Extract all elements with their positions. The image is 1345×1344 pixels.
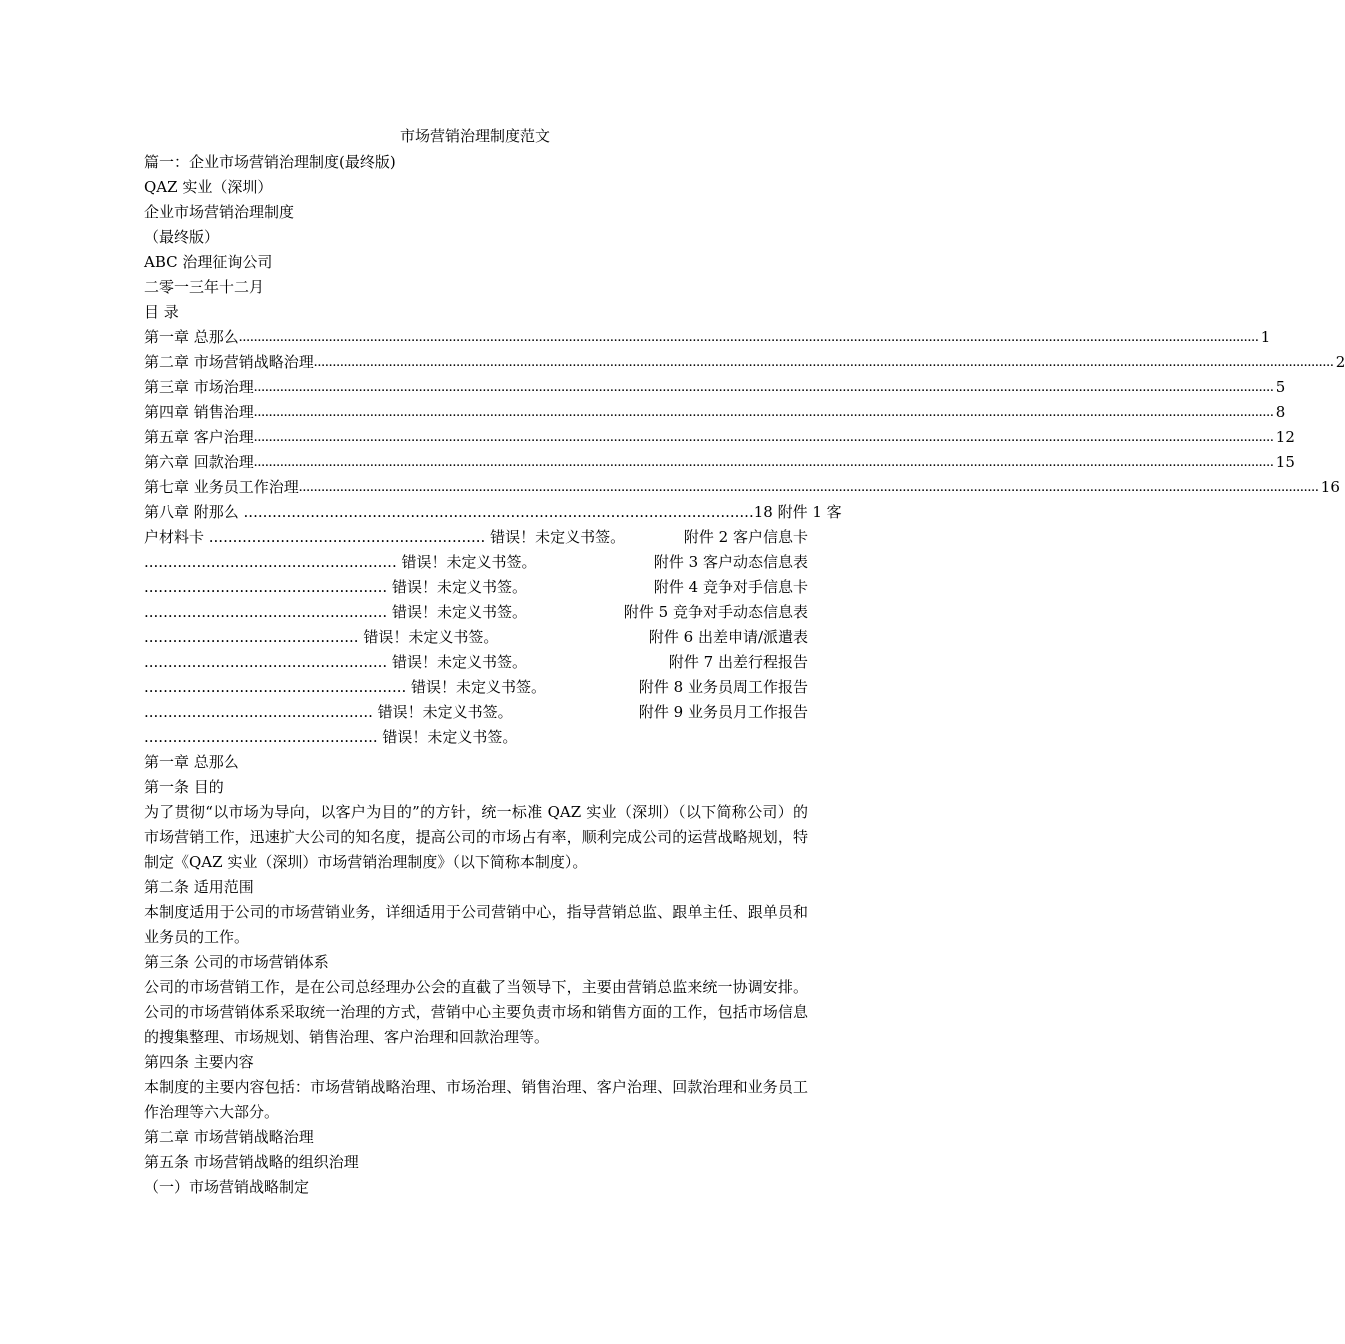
toc-entry-label: 第二章 市场营销战略治理 [144,353,314,371]
toc-appendix-text: ................................................... 错误！未定义书签。 [144,653,527,671]
header-line: ABC 治理征询公司 [144,253,273,271]
paragraph: 本制度适用于公司的市场营销业务，详细适用于公司营销中心，指导营销总监、跟单主任、跟单员和业务员的工作。 [144,903,808,946]
toc-appendix-text: 第八章 附那么 ........................................................................................................... [144,503,754,521]
toc-entry-label: 第四章 销售治理 [144,403,254,421]
toc-appendix-line[interactable] [144,700,808,725]
header-line: QAZ 实业（深圳） [144,178,273,196]
toc-appendix-last[interactable]: ................................................. 错误！未定义书签。 [144,728,518,746]
toc-entry[interactable] [144,400,1286,425]
toc-appendix-text: ................................................... 错误！未定义书签。 [144,603,527,621]
article-heading: 第一条 目的 [144,778,224,796]
toc-entry-label: 第七章 业务员工作治理 [144,478,299,496]
toc-appendix-line[interactable] [144,525,808,550]
toc-appendix-text: 户材料卡 .......................................................... 错误！未定义书签。 [144,528,626,546]
toc-entry-label: 第三章 市场治理 [144,378,254,396]
article-heading: 第五条 市场营销战略的组织治理 [144,1153,359,1171]
toc-entry-page: 2 [1335,353,1345,371]
toc-appendix-line[interactable] [144,575,808,600]
toc-appendix-line[interactable] [144,500,842,525]
document-title: 市场营销治理制度范文 [399,127,550,145]
paragraph: 本制度的主要内容包括：市场营销战略治理、市场治理、销售治理、客户治理、回款治理和业务员工作治理等六大部分。 [144,1078,808,1121]
toc-entry-label: 第六章 回款治理 [144,453,254,471]
toc-appendix-next: 附件 4 竞争对手信息卡 [653,578,808,596]
toc-appendix-next: 附件 3 客户动态信息表 [653,553,808,571]
body-text [144,750,808,1200]
toc-leader [254,375,1274,400]
toc-heading: 目 录 [144,303,179,321]
toc-entry-page: 12 [1275,428,1295,446]
toc-appendix-line[interactable] [144,625,808,650]
header-line: 二零一三年十二月 [144,278,265,296]
toc-appendix-next: 附件 8 业务员周工作报告 [638,678,808,696]
toc-appendix-next: 附件 5 竞争对手动态信息表 [623,603,808,621]
header-block [144,150,808,325]
header-line: 篇一：企业市场营销治理制度(最终版) [144,153,396,171]
header-line: 企业市场营销治理制度 [144,203,295,221]
toc-entry-page: 1 [1260,328,1271,346]
toc-appendix-text: ................................................... 错误！未定义书签。 [144,578,527,596]
toc-entry[interactable] [144,375,1286,400]
toc-entry[interactable] [144,450,1295,475]
article-heading: 第三条 公司的市场营销体系 [144,953,329,971]
toc-appendix-next: 附件 2 客户信息卡 [683,528,808,546]
toc-entry-page: 16 [1320,478,1340,496]
toc-entry[interactable] [144,475,1340,500]
toc-appendix-line[interactable] [144,600,808,625]
document-body [144,150,1345,1200]
toc-leader [239,325,1259,350]
toc-leader [254,400,1274,425]
paragraph: 为了贯彻“以市场为导向，以客户为目的”的方针，统一标准 QAZ 实业（深圳）（以下简称公司）的市场营销工作，迅速扩大公司的知名度，提高公司的市场占有率，顺利完成公司的运营战略规划，特制定《QAZ 实业（深圳）市场营销治理制度》（以下简称本制度）。 [144,803,808,871]
table-of-contents [144,325,1345,750]
toc-appendix-line[interactable] [144,550,808,575]
section-heading: （一）市场营销战略制定 [144,1178,310,1196]
toc-appendix-text: ....................................................... 错误！未定义书签。 [144,678,547,696]
toc-leader [254,425,1274,450]
toc-entry-label: 第一章 总那么 [144,328,239,346]
header-line: （最终版） [144,228,220,246]
toc-entry-page: 15 [1275,453,1295,471]
paragraph: 公司的市场营销工作，是在公司总经理办公会的直截了当领导下，主要由营销总监来统一协调安排。公司的市场营销体系采取统一治理的方式，营销中心主要负责市场和销售方面的工作，包括市场信息的搜集整理、市场规划、销售治理、客户治理和回款治理等。 [144,978,808,1046]
toc-entry[interactable] [144,425,1295,450]
toc-appendix-next: 附件 7 出差行程报告 [668,653,808,671]
toc-appendix-line[interactable] [144,675,808,700]
toc-appendix-line[interactable] [144,650,808,675]
toc-appendix-next: 18 附件 1 客 [753,503,842,521]
toc-appendix-text: ................................................ 错误！未定义书签。 [144,703,513,721]
toc-appendix-text: ............................................. 错误！未定义书签。 [144,628,499,646]
toc-leader [299,475,1319,500]
toc-entry-page: 5 [1275,378,1286,396]
chapter-heading: 第二章 市场营销战略治理 [144,1128,314,1146]
toc-entry[interactable] [144,325,1271,350]
toc-appendix-text: ..................................................... 错误！未定义书签。 [144,553,537,571]
article-heading: 第二条 适用范围 [144,878,254,896]
chapter-heading: 第一章 总那么 [144,753,239,771]
toc-leader [254,450,1274,475]
toc-leader [314,350,1334,375]
toc-entry-label: 第五章 客户治理 [144,428,254,446]
toc-appendix-next: 附件 6 出差申请/派遣表 [648,628,808,646]
toc-appendix-next: 附件 9 业务员月工作报告 [638,703,808,721]
article-heading: 第四条 主要内容 [144,1053,254,1071]
toc-entry[interactable] [144,350,1345,375]
toc-entry-page: 8 [1275,403,1286,421]
